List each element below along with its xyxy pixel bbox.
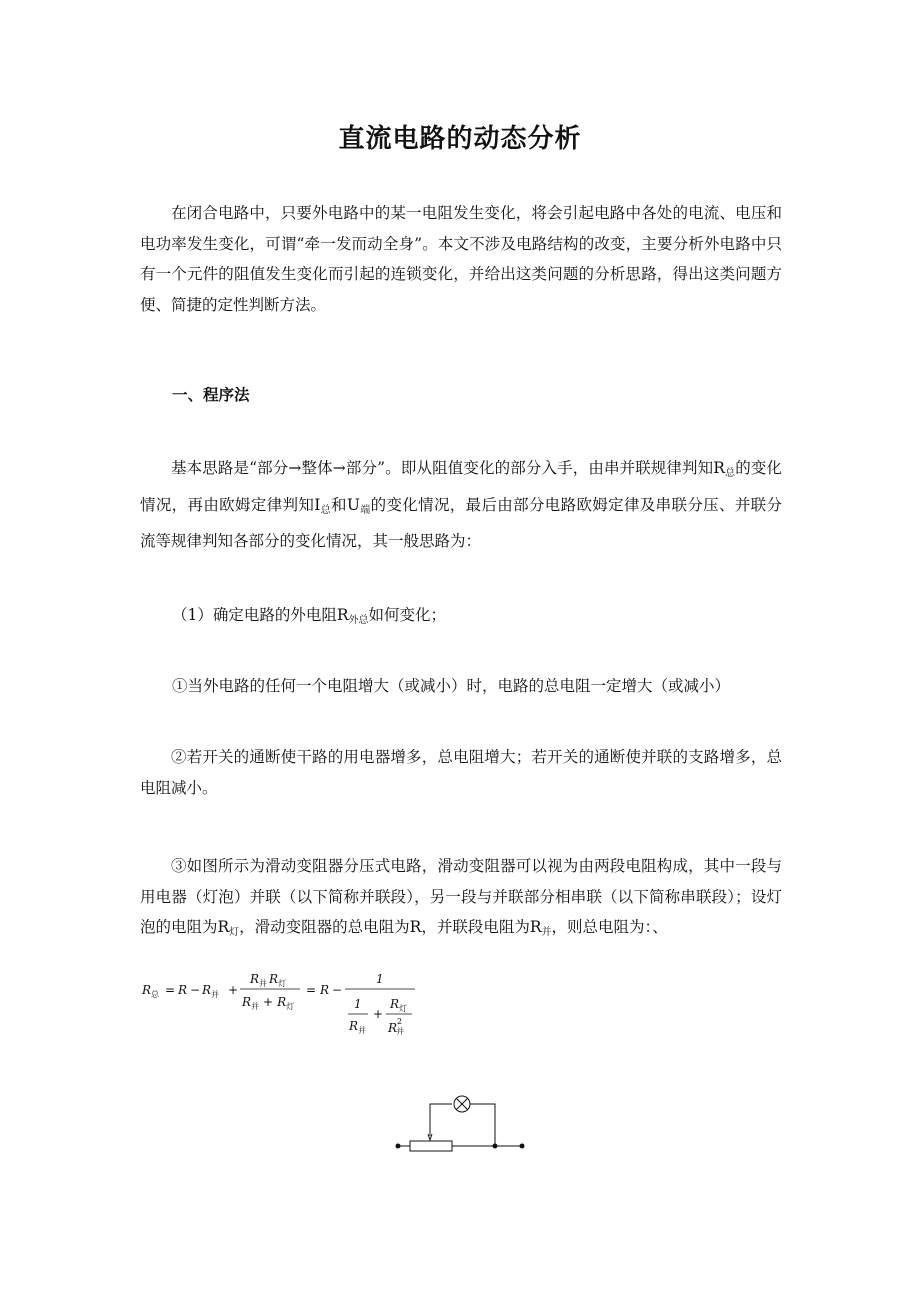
subscript-waizong: 外总 xyxy=(348,615,369,626)
svg-text:=: = xyxy=(165,983,176,997)
subscript-duan: 端 xyxy=(359,504,371,516)
svg-text:R并+R灯: $R_并 + R_灯$ xyxy=(242,995,295,1011)
svg-text:1: 1 xyxy=(354,997,362,1011)
rule3-text-b: ，滑动变阻器的总电阻为R，并联段电阻为R xyxy=(239,918,542,936)
svg-text:R: R xyxy=(178,983,188,997)
svg-text:R: R xyxy=(320,983,330,997)
subscript-deng: 灯 xyxy=(229,927,240,938)
svg-text:=: = xyxy=(306,983,317,997)
svg-text:1: 1 xyxy=(376,972,384,986)
rule-2-paragraph: ②若开关的通断使干路的用电器增多，总电阻增大；若开关的通断使并联的支路增多，总电阻减小。 xyxy=(140,748,782,797)
svg-text:R2并: $R^2$ 并 xyxy=(388,1017,405,1036)
basic-text-3: 和U xyxy=(331,495,360,514)
divider-circuit-diagram xyxy=(388,1090,536,1160)
svg-text:R总: $R_总$ xyxy=(142,983,160,999)
rule-3-paragraph xyxy=(140,851,782,949)
section-heading: 一、程序法 xyxy=(172,385,250,404)
step-1-line xyxy=(172,600,446,636)
basic-idea-paragraph xyxy=(140,453,782,557)
basic-text-4: 的变化情况，最后由部分电路欧姆定律及串联分压、并联分流等规律判知各部分的变化情况，其一般思路为： xyxy=(140,495,783,550)
svg-text:−: − xyxy=(332,983,343,997)
svg-text:+: + xyxy=(373,1007,384,1021)
intro-paragraph: 在闭合电路中，只要外电路中的某一电阻发生变化，将会引起电路中各处的电流、电压和电功率发生变化，可谓“牵一发而动全身”。本文不涉及电路结构的改变，主要分析外电路中只有一个元件的阻值发生变化而引起的连锁变化，并给出这类问题的分析思路，得出这类问题方便、简捷的定性判断方法。 xyxy=(140,204,782,314)
svg-text:R并: $R_并$ xyxy=(202,983,220,999)
step1-text-a: （1）确定电路的外电阻R xyxy=(172,606,349,624)
svg-text:+: + xyxy=(228,983,239,997)
total-resistance-formula xyxy=(140,968,440,1040)
step1-text-b: 如何变化； xyxy=(368,606,447,624)
rule3-text-c: ，则总电阻为：、 xyxy=(551,918,668,936)
terminal-right-icon xyxy=(520,1144,525,1149)
page-title: 直流电路的动态分析 xyxy=(338,124,582,154)
svg-text:R并R灯: $R_并$ $R_灯$ xyxy=(250,972,287,988)
basic-text-1: 基本思路是“部分→整体→部分”。即从阻值变化的部分入手，由串并联规律判知R xyxy=(171,459,725,477)
rule3-text-a: ③如图所示为滑动变阻器分压式电路，滑动变阻器可以视为由两段电阻构成，其中一段与用电器（灯泡）并联（以下简称并联段），另一段与并联部分相串联（以下简称串联段）；设灯泡的电阻为R xyxy=(140,857,782,936)
rule-1-line: ①当外电路的任何一个电阻增大（或减小）时，电路的总电阻一定增大（或减小） xyxy=(172,677,731,695)
svg-text:−: − xyxy=(190,983,201,997)
slider-wire xyxy=(430,1104,452,1136)
terminal-left-icon xyxy=(396,1144,401,1149)
subscript-zong: 总 xyxy=(724,468,736,479)
junction-dot-icon xyxy=(493,1144,498,1149)
basic-text-2: 的变化情况，再由欧姆定律判知I xyxy=(140,459,782,514)
subscript-bing: 并 xyxy=(541,927,552,938)
lamp-return-wire xyxy=(470,1104,495,1146)
svg-text:R并: $R_并$ xyxy=(349,1019,367,1035)
svg-text:R灯: $R_灯$ xyxy=(390,997,408,1013)
rheostat-body xyxy=(410,1141,452,1151)
subscript-zong-2: 总 xyxy=(320,504,332,516)
